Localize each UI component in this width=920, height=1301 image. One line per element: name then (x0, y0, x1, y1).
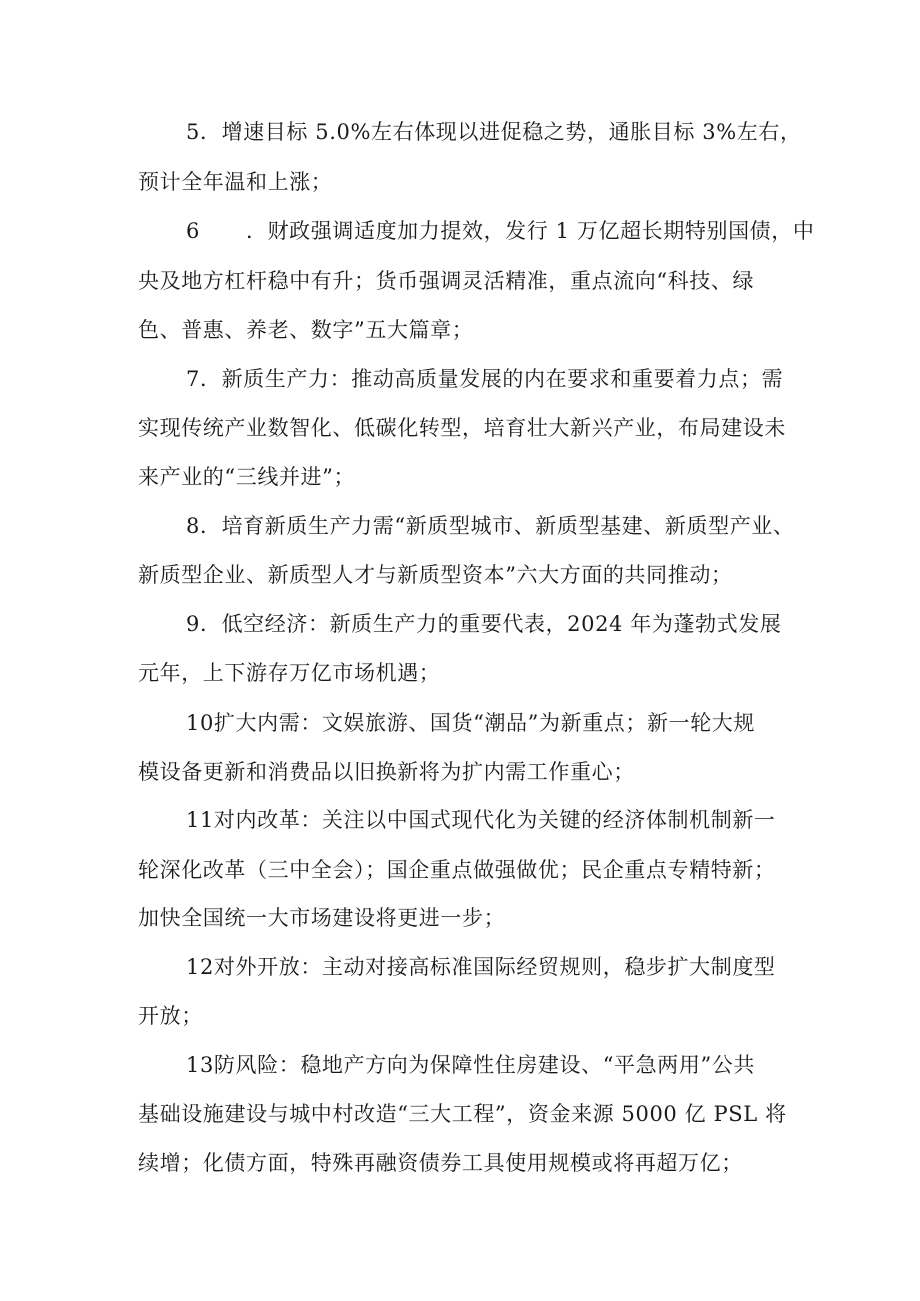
item-13-line-1 (0, 1045, 920, 1085)
item-6-text-1: ．财政强调适度加力提效，发行 1 万亿超长期特别国债，中 (245, 219, 815, 243)
item-6-line-1 (0, 211, 920, 251)
item-11-number: 11 (186, 808, 214, 832)
item-13-line-2: 基础设施建设与城中村改造“三大工程”，资金来源 5000 亿 PSL 将 (138, 1102, 787, 1126)
item-5-text-1: ．增速目标 5.0%左右体现以进促稳之势，通胀目标 3%左右， (199, 120, 802, 144)
item-8-number: 8 (186, 514, 200, 538)
item-12-line-1 (0, 947, 920, 987)
item-8-line-2: 新质型企业、新质型人才与新质型资本”六大方面的共同推动； (138, 563, 733, 587)
item-5-line-2: 预计全年温和上涨； (138, 170, 333, 194)
item-9-text-1: ．低空经济：新质生产力的重要代表，2024 年为蓬勃式发展 (199, 612, 782, 636)
item-10-text-1: 扩大内需：文娱旅游、国货“潮品”为新重点；新一轮大规 (213, 711, 755, 735)
item-11-text-1: 对内改革：关注以中国式现代化为关键的经济体制机制新一 (213, 808, 776, 832)
item-11-line-2: 轮深化改革（三中全会）；国企重点做强做优；民企重点专精特新； (138, 858, 776, 882)
item-7-number: 7 (186, 367, 200, 391)
item-5-line-1 (0, 112, 920, 152)
item-10-line-2: 模设备更新和消费品以旧换新将为扩内需工作重心； (138, 760, 635, 784)
item-12-line-2: 开放； (138, 1004, 203, 1028)
item-9-line-1 (0, 604, 920, 644)
item-10-line-1 (0, 703, 920, 743)
item-7-line-3: 来产业的“三线并进”； (138, 465, 356, 489)
item-8-text-1: ．培育新质生产力需“新质型城市、新质型基建、新质型产业、 (199, 514, 795, 538)
item-8-line-1 (0, 506, 920, 546)
item-7-line-1 (0, 359, 920, 399)
item-9-line-2: 元年，上下游存万亿市场机遇； (138, 661, 441, 685)
item-12-number: 12 (186, 955, 214, 979)
item-6-line-3: 色、普惠、养老、数字”五大篇章； (138, 318, 474, 342)
item-5-number: 5 (186, 120, 200, 144)
item-13-text-1: 防风险：稳地产方向为保障性住房建设、“平急两用”公共 (213, 1053, 755, 1077)
item-11-line-1 (0, 800, 920, 840)
item-11-line-3: 加快全国统一大市场建设将更进一步； (138, 906, 506, 930)
item-7-text-1: ．新质生产力：推动高质量发展的内在要求和重要着力点；需 (199, 367, 784, 391)
item-9-number: 9 (186, 612, 200, 636)
item-12-text-1: 对外开放：主动对接高标准国际经贸规则，稳步扩大制度型 (213, 955, 776, 979)
item-6-number: 6 (186, 219, 200, 243)
item-13-line-3: 续增；化债方面，特殊再融资债券工具使用规模或将再超万亿； (138, 1151, 743, 1175)
item-6-line-2: 央及地方杠杆稳中有升；货币强调灵活精准，重点流向“科技、绿 (138, 269, 755, 293)
item-7-line-2: 实现传统产业数智化、低碳化转型，培育壮大新兴产业，布局建设未 (138, 416, 786, 440)
item-10-number: 10 (186, 711, 214, 735)
item-13-number: 13 (186, 1053, 214, 1077)
